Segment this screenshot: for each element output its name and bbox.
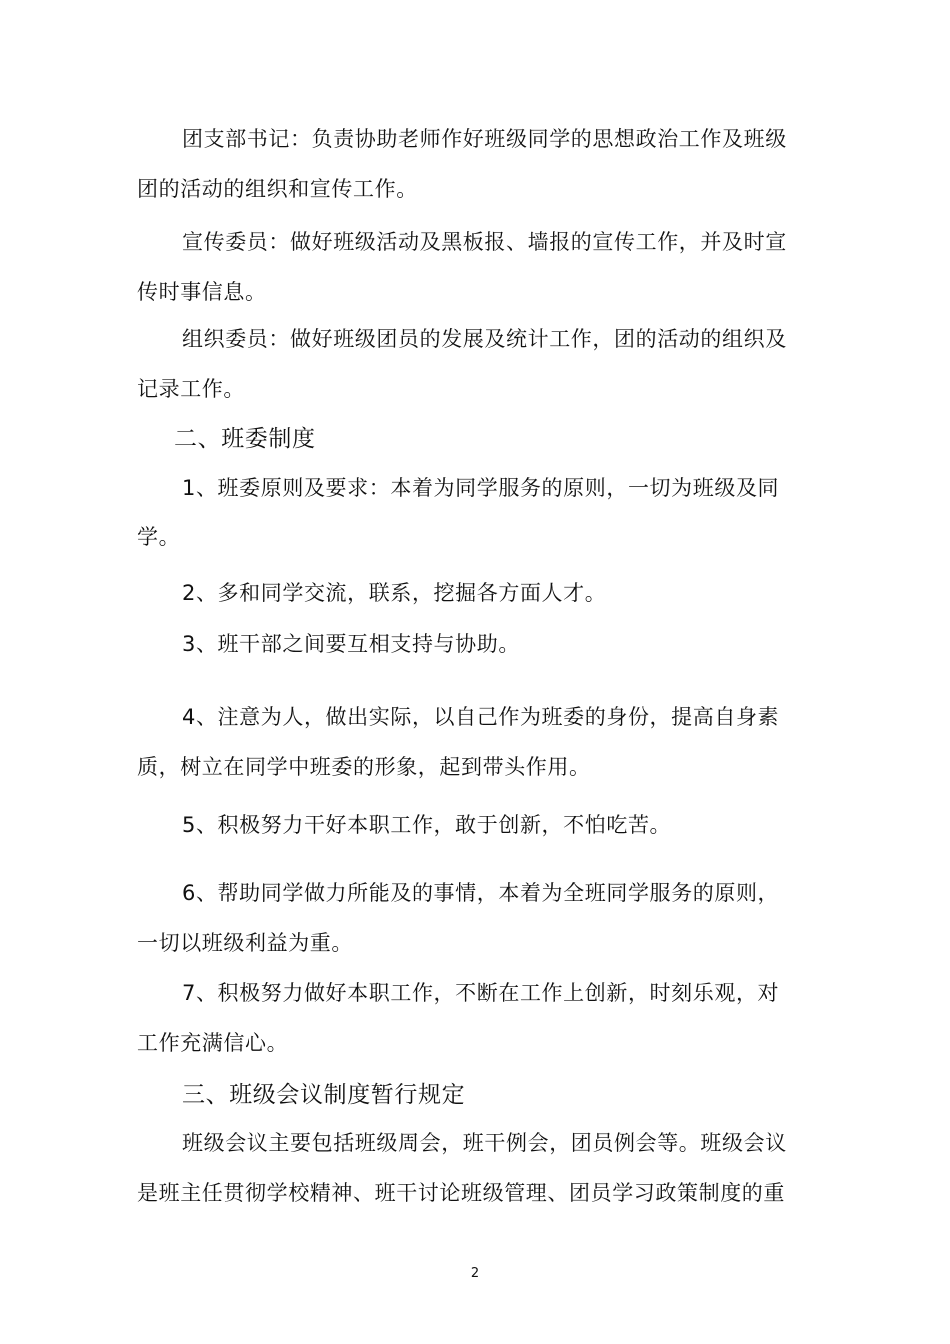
section-heading-2: 二、班委制度 [174,426,316,452]
rule-4-line-2: 质，树立在同学中班委的形象，起到带头作用。 [137,755,591,779]
rule-5-line-1: 5、积极努力干好本职工作，敢于创新，不怕吃苦。 [182,813,672,837]
section-heading-3: 三、班级会议制度暂行规定 [182,1082,466,1108]
rule-7-line-2: 工作充满信心。 [137,1031,289,1055]
rule-6-line-2: 一切以班级利益为重。 [137,931,353,955]
paragraph-organization-line-1: 组织委员：做好班级团员的发展及统计工作，团的活动的组织及 [182,327,787,351]
paragraph-secretary-line-1: 团支部书记：负责协助老师作好班级同学的思想政治工作及班级 [182,127,787,151]
paragraph-organization-line-2: 记录工作。 [137,377,245,401]
paragraph-publicity-line-1: 宣传委员：做好班级活动及黑板报、墙报的宣传工作，并及时宣 [182,230,787,254]
rule-3-line-1: 3、班干部之间要互相支持与协助。 [182,632,520,656]
page-number: 2 [470,1266,480,1281]
paragraph-publicity-line-2: 传时事信息。 [137,280,267,304]
rule-1-line-2: 学。 [137,525,181,549]
paragraph-meeting-line-1: 班级会议主要包括班级周会，班干例会，团员例会等。班级会议 [182,1131,787,1155]
rule-1-line-1: 1、班委原则及要求：本着为同学服务的原则，一切为班级及同 [182,476,780,500]
rule-7-line-1: 7、积极努力做好本职工作，不断在工作上创新，时刻乐观，对 [182,981,780,1005]
paragraph-meeting-line-2: 是班主任贯彻学校精神、班干讨论班级管理、团员学习政策制度的重 [137,1181,785,1205]
rule-4-line-1: 4、注意为人，做出实际，以自己作为班委的身份，提高自身素 [182,705,780,729]
paragraph-secretary-line-2: 团的活动的组织和宣传工作。 [137,177,418,201]
rule-6-line-1: 6、帮助同学做力所能及的事情，本着为全班同学服务的原则， [182,881,780,905]
rule-2-line-1: 2、多和同学交流，联系，挖掘各方面人才。 [182,581,607,605]
